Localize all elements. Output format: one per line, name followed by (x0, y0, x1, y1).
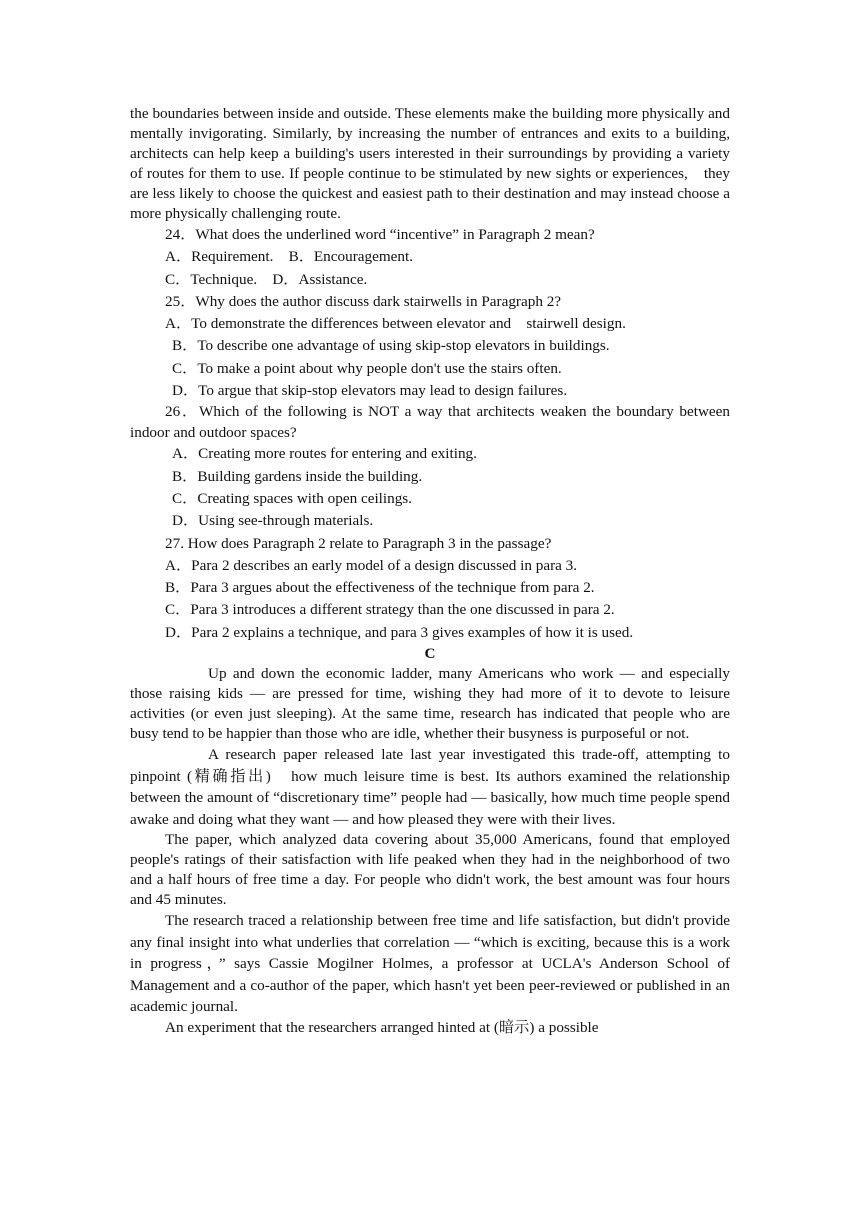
question-25-option-a: A．To demonstrate the differences between elevator and stairwell design. (165, 315, 626, 333)
question-26-option-c: C．Creating spaces with open ceilings. (172, 489, 412, 507)
section-c-paragraph-1: Up and down the economic ladder, many Americans who work — and especially those raising kids — are pressed for time, wishing they had more of it to devote to leisure activities (or even just sleeping). At the same time, research has indicated that people who are busy tend to be happier than those who are idle, whether their busyness is purposeful or not. (130, 665, 730, 743)
question-25-option-d: D．To argue that skip-stop elevators may lead to design failures. (172, 382, 568, 400)
question-25 (130, 291, 730, 402)
question-24 (130, 224, 730, 291)
question-27 (130, 533, 730, 644)
passage-b-ending-paragraph: the boundaries between inside and outside. These elements make the building more physically and mentally invigorating. Similarly, by increasing the number of entrances and exits to a building, architects can help keep a building's users interested in their surroundings by providing a variety of routes for them to use. If people continue to be stimulated by new sights or experiences, they are less likely to choose the quickest and easiest path to their destination and may instead choose a more physically challenging route. (130, 105, 730, 222)
question-25-option-b: B．To describe one advantage of using skip-stop elevators in buildings. (172, 337, 610, 355)
question-27-option-b: B．Para 3 argues about the effectiveness of the technique from para 2. (165, 579, 595, 597)
question-27-option-a: A．Para 2 describes an early model of a design discussed in para 3. (165, 556, 578, 574)
question-26 (130, 402, 730, 532)
question-26-stem: 26．Which of the following is NOT a way that architects weaken the boundary between indoor and outdoor spaces? (130, 403, 730, 441)
question-26-option-a: A．Creating more routes for entering and exiting. (172, 445, 477, 463)
section-c-heading: C (424, 645, 436, 663)
section-c-paragraph-5: An experiment that the researchers arranged hinted at (暗示) a possible (165, 1018, 599, 1036)
document-page (130, 104, 730, 1038)
question-27-option-c: C．Para 3 introduces a different strategy than the one discussed in para 2. (165, 601, 615, 619)
question-24-options-ab: A．Requirement. B．Encouragement. (165, 248, 413, 266)
question-27-stem: 27. How does Paragraph 2 relate to Paragraph 3 in the passage? (165, 534, 552, 552)
question-25-option-c: C．To make a point about why people don't use the stairs often. (172, 359, 562, 377)
question-26-option-b: B．Building gardens inside the building. (172, 467, 423, 485)
section-c-paragraph-4: The research traced a relationship between free time and life satisfaction, but didn't provide any final insight into what underlies that correlation — “which is exciting, because this is a work in progress，” says Cassie Mogilner Holmes, a professor at UCLA's Anderson School of Management and a co-author of the paper, which hasn't yet been peer-reviewed or published in an academic journal. (130, 912, 730, 1016)
question-24-stem: 24．What does the underlined word “incentive” in Paragraph 2 mean? (165, 226, 595, 243)
question-24-options-cd: C．Technique. D．Assistance. (165, 270, 368, 288)
question-27-option-d: D．Para 2 explains a technique, and para 3 gives examples of how it is used. (165, 623, 634, 641)
question-25-stem: 25．Why does the author discuss dark stairwells in Paragraph 2? (165, 292, 562, 310)
section-c-paragraph-3: The paper, which analyzed data covering about 35,000 Americans, found that employed people's ratings of their satisfaction with life peaked when they had in the neighborhood of two and a half hours of free time a day. For people who didn't work, the best amount was four hours and 45 minutes. (130, 831, 730, 909)
section-c-paragraph-2: A research paper released late last year investigated this trade-off, attempting to pinpoint (精确指出) how much leisure time is best. Its authors examined the relationship between the amount of “discretionary time” people had — basically, how much time people spend awake and doing what they want — and how pleased they were with their lives. (130, 746, 730, 828)
question-26-option-d: D．Using see-through materials. (172, 512, 374, 530)
